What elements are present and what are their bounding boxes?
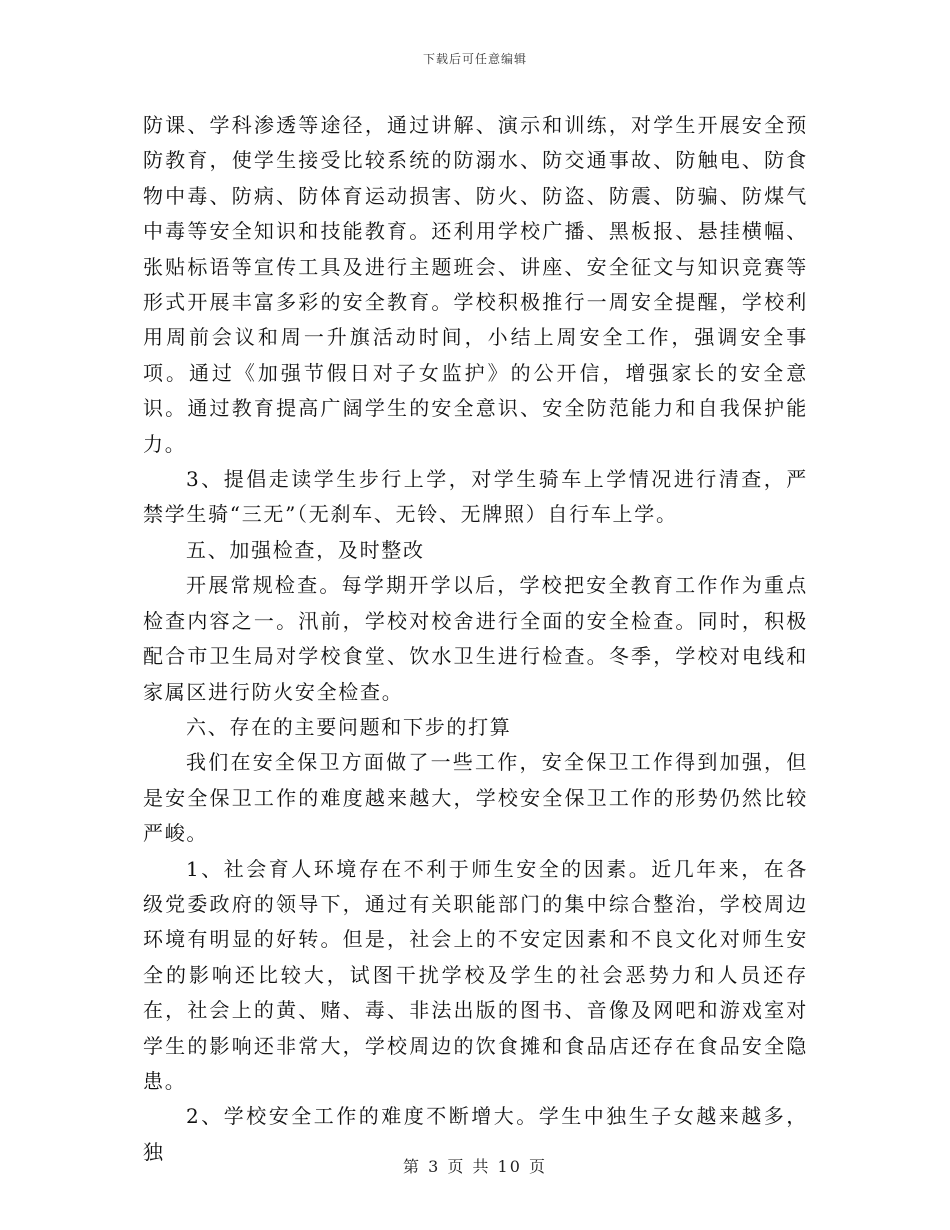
paragraph-security-work-summary: 我们在安全保卫方面做了一些工作，安全保卫工作得到加强，但是安全保卫工作的难度越来越大，学校安全保卫工作的形势仍然比较严峻。 <box>143 750 808 846</box>
document-body <box>143 108 808 1170</box>
section-heading-six: 六、存在的主要问题和下步的打算 <box>186 714 512 739</box>
page-header: 下载后可任意编辑 <box>422 52 527 66</box>
paragraph-routine-inspection: 开展常规检查。每学期开学以后，学校把安全教育工作作为重点检查内容之一。汛前，学校对校舍进行全面的安全检查。同时，积极配合市卫生局对学校食堂、饮水卫生进行检查。冬季，学校对电线和家属区进行防火安全检查。 <box>143 573 808 704</box>
page-number-footer: 第 3 页 共 10 页 <box>403 1157 547 1176</box>
paragraph-safety-education-continued: 防课、学科渗透等途径，通过讲解、演示和训练，对学生开展安全预防教育，使学生接受比较系统的防溺水、防交通事故、防触电、防食物中毒、防病、防体育运动损害、防火、防盗、防震、防骗、防煤气中毒等安全知识和技能教育。还利用学校广播、黑板报、悬挂横幅、张贴标语等宣传工具及进行主题班会、讲座、安全征文与知识竞赛等形式开展丰富多彩的安全教育。学校积极推行一周安全提醒，学校利用周前会议和周一升旗活动时间，小结上周安全工作，强调安全事项。通过《加强节假日对子女监护》的公开信，增强家长的安全意识。通过教育提高广阔学生的安全意识、安全防范能力和自我保护能力。 <box>143 113 808 456</box>
paragraph-item-3-walking-to-school: 3、提倡走读学生步行上学，对学生骑车上学情况进行清查，严禁学生骑“三无”（无刹车、无铃、无牌照）自行车上学。 <box>143 467 808 527</box>
paragraph-item-2-difficulty: 2、学校安全工作的难度不断增大。学生中独生子女越来越多，独 <box>143 1104 808 1164</box>
section-heading-five: 五、加强检查，及时整改 <box>186 537 425 562</box>
paragraph-item-1-social-environment: 1、社会育人环境存在不利于师生安全的因素。近几年来，在各级党委政府的领导下，通过有关职能部门的集中综合整治，学校周边环境有明显的好转。但是，社会上的不安定因素和不良文化对师生安全的影响还比较大，试图干扰学校及学生的社会恶势力和人员还存在，社会上的黄、赌、毒、非法出版的图书、音像及网吧和游戏室对学生的影响还非常大，学校周边的饮食摊和食品店还存在食品安全隐患。 <box>143 856 808 1093</box>
